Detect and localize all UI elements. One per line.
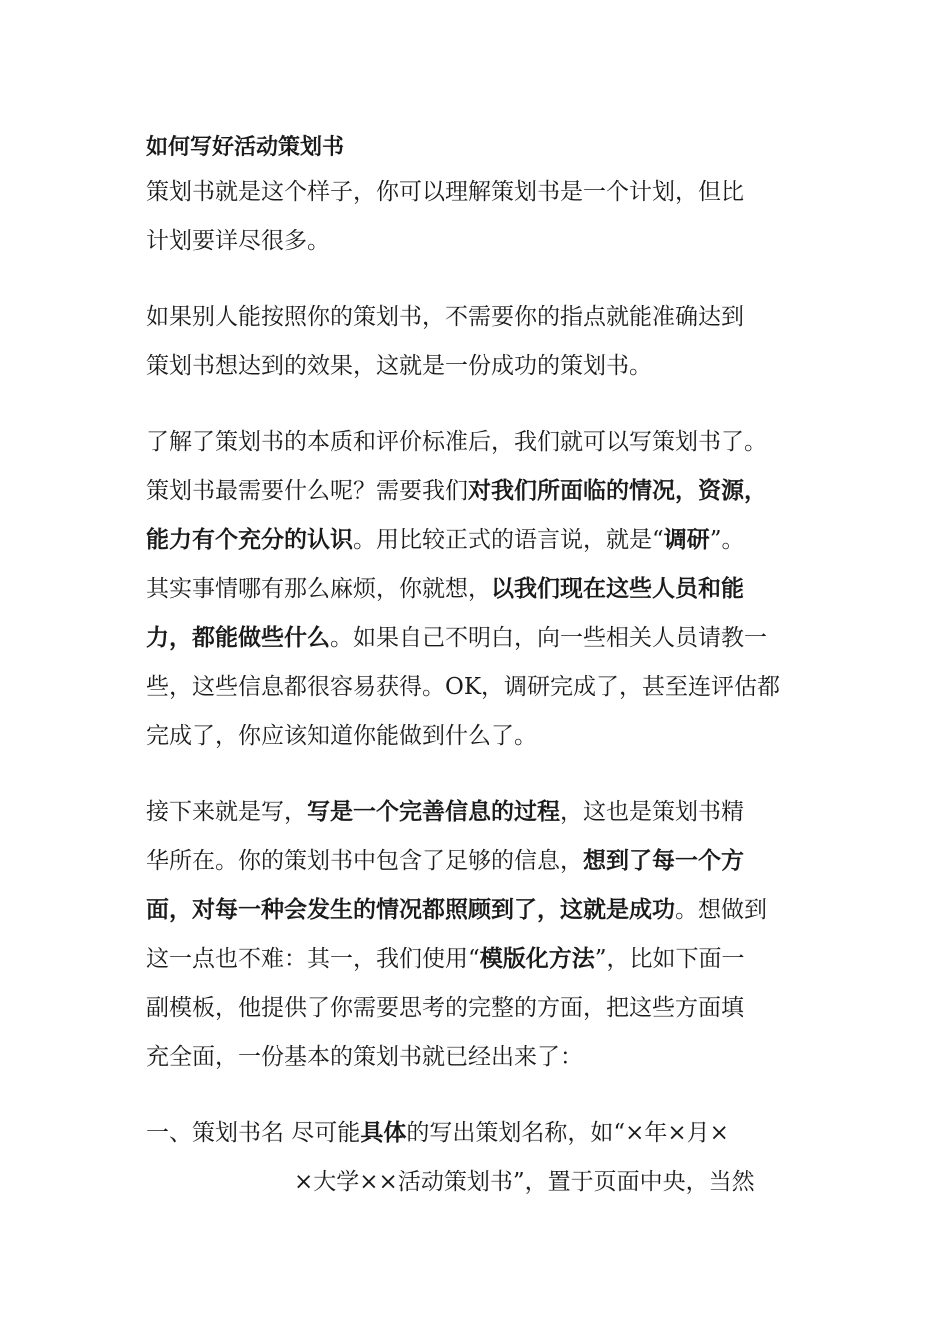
text-run: 的写出策划名称，如“×年×月× [406, 1120, 729, 1146]
bold-text-run: 能力有个充分的认识 [146, 527, 353, 553]
text-line [146, 467, 810, 516]
text-run: 其实事情哪有那么麻烦，你就想， [146, 576, 491, 602]
text-run: 一、策划书名 尽可能 [146, 1120, 361, 1146]
text-run: ，这也是策划书精 [560, 799, 744, 825]
document-body [146, 128, 810, 1207]
bold-text-run: 想到了每一个方 [583, 848, 744, 874]
text-line [146, 565, 810, 614]
paragraph-gap [146, 1082, 810, 1109]
text-line [146, 837, 810, 886]
text-line: ×大学××活动策划书”，置于页面中央，当然 [294, 1169, 755, 1195]
text-line: 副模板，他提供了你需要思考的完整的方面，把这些方面填 [146, 995, 744, 1021]
text-line: 策划书就是这个样子，你可以理解策划书是一个计划，但比 [146, 179, 744, 205]
text-line [146, 614, 810, 663]
text-line [146, 788, 810, 837]
paragraph-4 [146, 788, 810, 1082]
text-run: 策划书最需要什么呢？需要我们 [146, 478, 468, 504]
text-run: 华所在。你的策划书中包含了足够的信息， [146, 848, 583, 874]
bold-text-run: 以我们现在这些人员和能 [491, 576, 744, 602]
text-run: 。如果自己不明白，向一些相关人员请教一 [330, 625, 767, 651]
bold-text-run: 写是一个完善信息的过程 [307, 799, 560, 825]
document-title: 如何写好活动策划书 [146, 135, 345, 160]
text-run: 。用比较正式的语言说，就是“ [353, 527, 664, 553]
text-run: ”。 [709, 527, 745, 553]
paragraph-gap [146, 266, 810, 293]
bold-text-run: 模版化方法 [479, 946, 595, 972]
text-run: 这一点也不难：其一，我们使用“ [146, 946, 480, 972]
paragraph-3 [146, 418, 810, 761]
text-run: 。想做到 [675, 897, 767, 923]
text-line: 完成了，你应该知道你能做到什么了。 [146, 723, 537, 749]
paragraph-gap [146, 391, 810, 418]
bold-text-run: 调研 [663, 527, 710, 553]
bold-text-run: 面，对每一种会发生的情况都照顾到了，这就是成功 [146, 897, 675, 923]
text-line [146, 935, 810, 984]
text-line: 些，这些信息都很容易获得。OK，调研完成了，甚至连评估都 [146, 674, 781, 700]
text-line [146, 1109, 810, 1158]
paragraph-5 [146, 1109, 810, 1207]
bold-text-run: 具体 [360, 1120, 407, 1146]
text-line: 充全面，一份基本的策划书就已经出来了： [146, 1044, 583, 1070]
bold-text-run: 对我们所面临的情况，资源， [468, 478, 767, 504]
text-run: 接下来就是写， [146, 799, 307, 825]
paragraph-gap [146, 761, 810, 788]
text-line: 策划书想达到的效果，这就是一份成功的策划书。 [146, 353, 652, 379]
text-line [146, 516, 810, 565]
text-line [146, 886, 810, 935]
bold-text-run: 力，都能做些什么 [146, 625, 330, 651]
text-line: 如果别人能按照你的策划书，不需要你的指点就能准确达到 [146, 304, 744, 330]
text-run: ”，比如下面一 [594, 946, 745, 972]
paragraph-1 [146, 168, 810, 266]
text-line: 计划要详尽很多。 [146, 228, 330, 254]
paragraph-2 [146, 293, 810, 391]
text-line: 了解了策划书的本质和评价标准后，我们就可以写策划书了。 [146, 429, 767, 455]
